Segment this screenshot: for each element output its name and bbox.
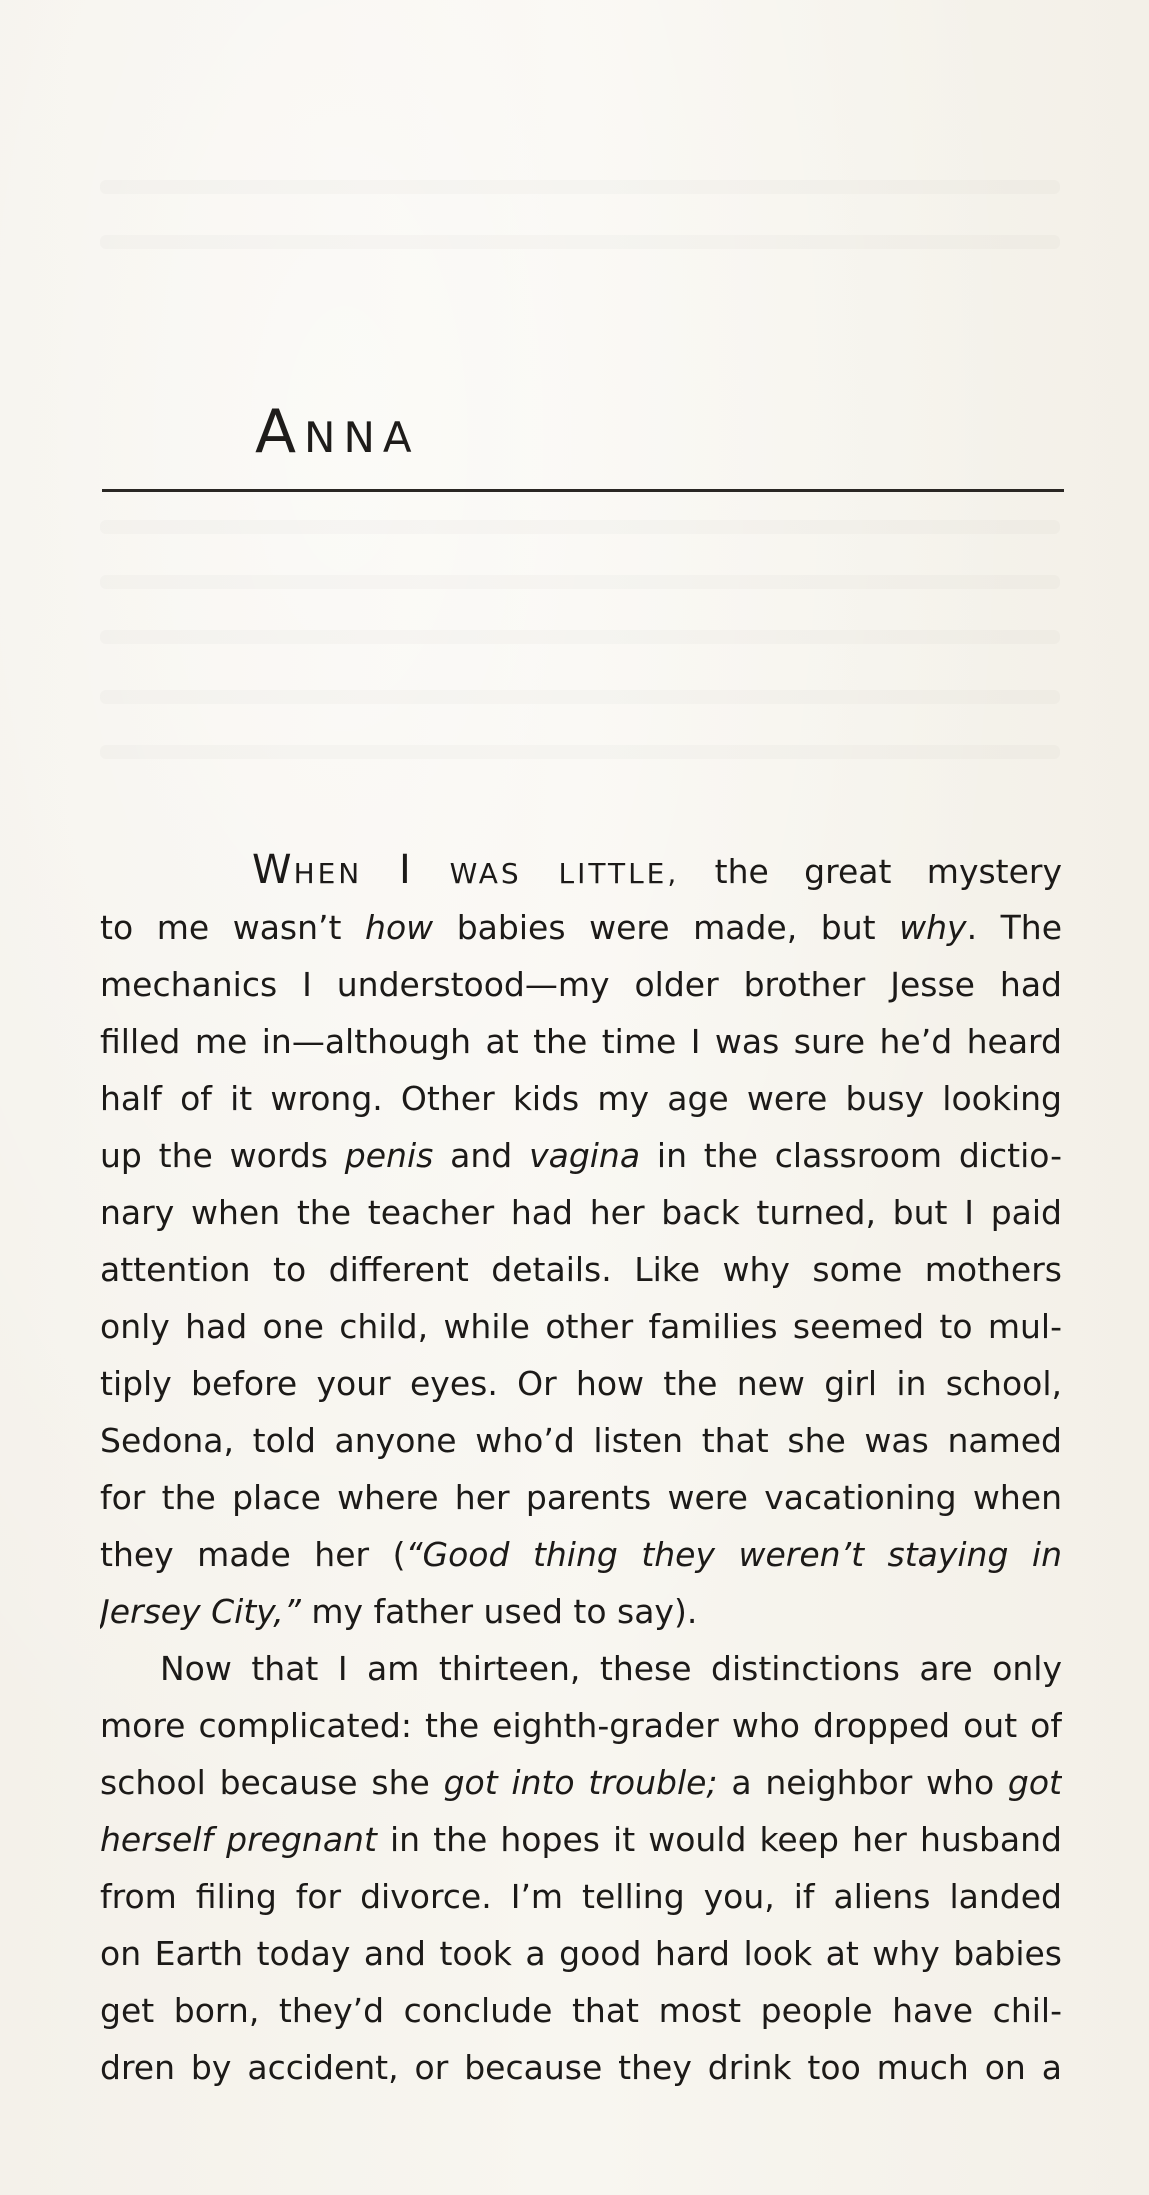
italic-run: Jersey City,”	[100, 1592, 301, 1631]
text-run: in the hopes it would keep her husband	[376, 1820, 1062, 1859]
show-through-text	[100, 235, 1060, 249]
lead-in	[252, 847, 680, 893]
text-line	[100, 899, 1062, 956]
text-line: tiply before your eyes. Or how the new girl in school,	[100, 1364, 1062, 1403]
text-run: a neighbor who	[717, 1763, 1008, 1802]
text-line: get born, they’d conclude that most people have chil-	[100, 1991, 1062, 2030]
text-run: up the words	[100, 1136, 345, 1175]
text-line: only had one child, while other families seemed to mul-	[100, 1307, 1062, 1346]
text-run: school because she	[100, 1763, 444, 1802]
text-run: to me wasn’t	[100, 908, 366, 947]
text-line: for the place where her parents were vacationing when	[100, 1478, 1062, 1517]
lead-in-smallcaps: WAS LITTLE,	[412, 857, 680, 890]
text-run: . The	[966, 908, 1062, 947]
italic-run: vagina	[529, 1136, 641, 1175]
show-through-text	[100, 745, 1060, 759]
chapter-title-rest: NNA	[304, 413, 420, 462]
text-line: from filing for divorce. I’m telling you, if aliens landed	[100, 1877, 1062, 1916]
text-run: babies were made, but	[433, 908, 900, 947]
text-line: attention to different details. Like why some mothers	[100, 1250, 1062, 1289]
text-run: in the classroom dictio-	[640, 1136, 1062, 1175]
text-run: my father used to say).	[300, 1592, 698, 1631]
chapter-rule	[102, 489, 1064, 492]
show-through-text	[100, 520, 1060, 534]
body-text	[100, 842, 1062, 2096]
text-line	[100, 1127, 1062, 1184]
text-line	[100, 1811, 1062, 1868]
text-line: Sedona, told anyone who’d listen that she was named	[100, 1421, 1062, 1460]
show-through-text	[100, 180, 1060, 194]
lead-in-cap: W	[252, 847, 294, 893]
italic-run: “Good thing they weren’t staying in	[405, 1535, 1062, 1574]
text-line	[100, 842, 1062, 899]
text-line: mechanics I understood—my older brother Jesse had	[100, 965, 1062, 1004]
chapter-title	[255, 397, 420, 467]
text-line: filled me in—although at the time I was sure he’d heard	[100, 1022, 1062, 1061]
text-line: nary when the teacher had her back turned, but I paid	[100, 1193, 1062, 1232]
chapter-title-initial: A	[255, 397, 305, 467]
italic-run: got into trouble;	[443, 1763, 718, 1802]
lead-in-smallcaps: HEN	[293, 857, 400, 890]
show-through-text	[100, 575, 1060, 589]
italic-run: how	[365, 908, 434, 947]
italic-run: got	[1007, 1763, 1062, 1802]
text-line	[100, 1526, 1062, 1583]
text-line: more complicated: the eighth-grader who dropped out of	[100, 1706, 1062, 1745]
text-run: they made her (	[100, 1535, 406, 1574]
text-run: the great mystery	[679, 852, 1062, 891]
show-through-text	[100, 690, 1060, 704]
text-line: half of it wrong. Other kids my age were busy looking	[100, 1079, 1062, 1118]
italic-run: herself pregnant	[100, 1820, 377, 1859]
text-line	[100, 1583, 1062, 1640]
text-line: dren by accident, or because they drink too much on a	[100, 2048, 1062, 2087]
text-line: Now that I am thirteen, these distinctions are only	[160, 1649, 1062, 1688]
show-through-text	[100, 630, 1060, 644]
text-line	[100, 1754, 1062, 1811]
italic-run: penis	[344, 1136, 434, 1175]
text-line: on Earth today and took a good hard look at why babies	[100, 1934, 1062, 1973]
lead-in-cap: I	[399, 847, 413, 893]
text-run: and	[433, 1136, 530, 1175]
italic-run: why	[899, 908, 967, 947]
